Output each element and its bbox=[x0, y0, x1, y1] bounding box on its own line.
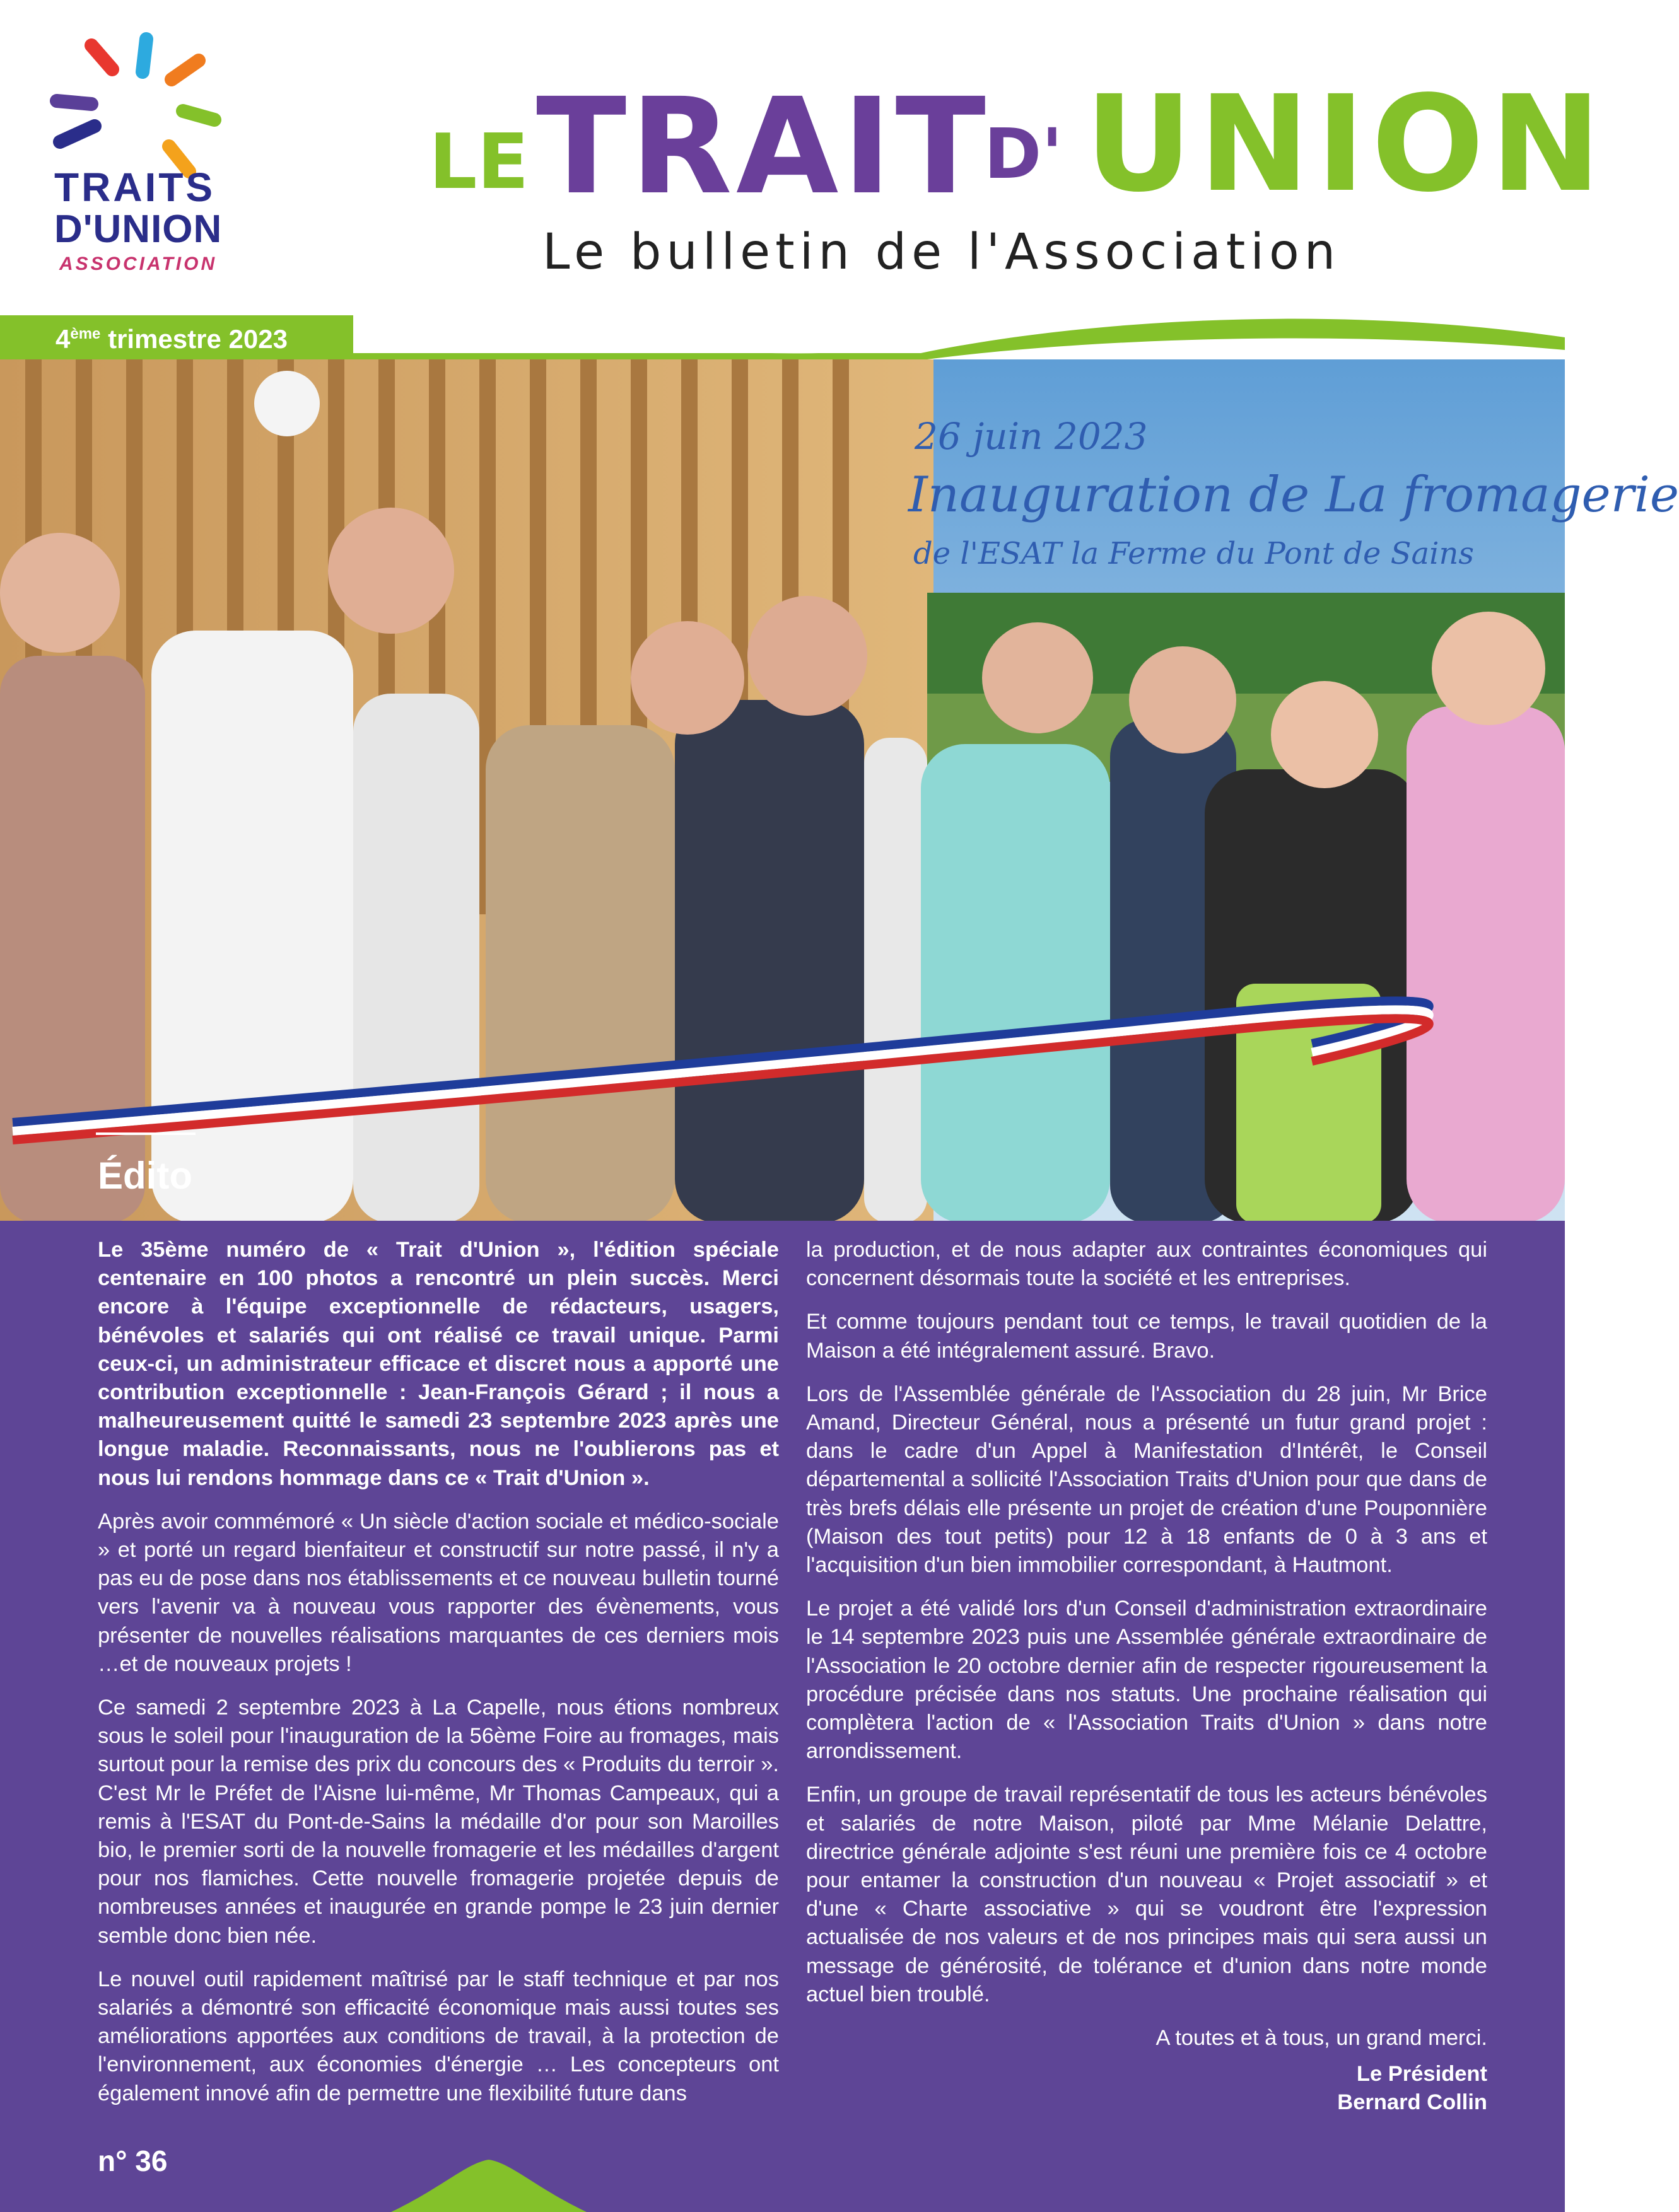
edito-paragraph: Après avoir commémoré « Un siècle d'action sociale et médico-sociale » et porté un regard bienfaiteur et constructif sur notre passé, il n'y a pas eu de pose dans nos établissements et ce nouveau bulletin tourné vers l'avenir va à nouveau vous rapporter des évènements, vous présenter de nouvelles réalisations marquantes de ces derniers mois …et de nouveaux projets ! bbox=[98, 1509, 779, 1676]
edito-paragraph: Et comme toujours pendant tout ce temps, le travail quotidien de la Maison a été intégralement assuré. Bravo. bbox=[806, 1310, 1487, 1363]
photo-caption-date: 26 juin 2023 bbox=[915, 415, 1148, 458]
photo-caption-subtitle: de l'ESAT la Ferme du Pont de Sains bbox=[913, 536, 1475, 571]
edito-paragraph: Enfin, un groupe de travail représentatif de tous les acteurs bénévoles et salariés de notre Maison, piloté par Mme Mélanie Delattre, directrice générale adjointe s'est réuni une première fois ce 4 octobre pour entamer la construction d'un nouveau « Projet associatif » et d'une « Charte associative » qui se voudront être l'expression actualisée de nos valeurs et de nos principes mais qui sera aussi un message de générosité, de tolérance et d'union dans notre monde actuel bien troublé. bbox=[806, 1783, 1487, 2006]
issue-period-superscript: ème bbox=[70, 325, 101, 342]
edito-paragraph: Lors de l'Assemblée générale de l'Association du 28 juin, Mr Brice Amand, Directeur Général, nous a présenté un futur grand projet : dans le cadre d'un Appel à Manifestation d'Intérêt, le Conseil départemental a sollicité l'Association Traits d'Union pour que dans de très brefs délais elle présente un projet de création d'une Pouponnière (Maison des tout petits) pour 12 à 18 enfants de 0 à 3 ans et l'acquisition d'un bien immobilier correspondant, à Hautmont. bbox=[806, 1382, 1487, 1578]
issue-period-label: trimestre 2023 bbox=[108, 324, 288, 354]
edito-closing: A toutes et à tous, un grand merci. bbox=[1155, 2026, 1487, 2051]
title-trait: TRAIT bbox=[536, 69, 990, 224]
edito-right-column bbox=[806, 1236, 1487, 2117]
edito-paragraph: Ce samedi 2 septembre 2023 à La Capelle, nous étions nombreux sous le soleil pour l'inauguration de la 56ème Foire au fromages, mais surtout pour la remise des prix du concours des « Produits du terroir ». C'est Mr le Préfet de l'Aisne lui-même, Mr Thomas Campeaux, qui a remis à l'ESAT du Pont-de-Sains la médaille d'or pour son Maroilles bio, le premier sorti de la nouvelle fromagerie et les médailles d'argent pour nos flamiches. Cette nouvelle fromagerie projetée depuis de nombreuses années et inaugurée en grande pompe le 23 juin dernier semble donc bien née. bbox=[98, 1696, 779, 1948]
edito-heading: Édito bbox=[98, 1155, 192, 1197]
title-le: LE bbox=[429, 119, 529, 206]
title-union: UNION bbox=[1085, 67, 1608, 221]
issue-period-number: 4 bbox=[56, 324, 71, 354]
edito-left-column bbox=[98, 1236, 779, 2123]
signature-name: Bernard Collin bbox=[1337, 2090, 1487, 2115]
title-d: D' bbox=[984, 114, 1063, 194]
photo-caption-title: Inauguration de La fromagerie bbox=[908, 467, 1679, 523]
masthead-subtitle: Le bulletin de l'Association bbox=[542, 224, 1341, 281]
logo-name-line1: TRAITS bbox=[54, 165, 216, 210]
edito-paragraph: Le projet a été validé lors d'un Conseil d'administration extraordinaire le 14 septembre 2023 puis une Assemblée générale extraordinaire de l'Association le 20 octobre dernier afin de respecter rigoureusement la procédure précisée dans nos statuts. Une prochaine réalisation qui complètera l'action de « l'Association Traits d'Union » dans notre arrondissement. bbox=[806, 1597, 1487, 1764]
edito-paragraph: Le 35ème numéro de « Trait d'Union », l'édition spéciale centenaire en 100 photos a rencontré un plein succès. Merci encore à l'équipe exceptionnelle de rédacteurs, usagers, bénévoles et salariés qui ont réalisé ce travail unique. Parmi ceux-ci, un administrateur efficace et discret nous a apporté une contribution exceptionnelle : Jean-François Gérard ; il nous a malheureusement quitté le samedi 23 septembre 2023 après une longue maladie. Reconnaissants, nous ne l'oublierons pas et nous lui rendons hommage dans ce « Trait d'Union ». bbox=[98, 1238, 779, 1490]
signature-role: Le Président bbox=[1356, 2062, 1487, 2087]
issue-number: n° 36 bbox=[98, 2145, 168, 2177]
masthead-title bbox=[429, 44, 1608, 224]
edito-paragraph: la production, et de nous adapter aux contraintes économiques qui concernent désormais toute la société et les entreprises. bbox=[806, 1238, 1487, 1291]
edito-paragraph: Le nouvel outil rapidement maîtrisé par le staff technique et par nos salariés a démontré son efficacité économique mais aussi toutes ses améliorations apportées aux conditions de travail, à la protection de l'environnement, aux économies d'énergie … Les concepteurs ont également innové afin de permettre une flexibilité future dans bbox=[98, 1967, 779, 2105]
logo-name-line2: D'UNION bbox=[54, 207, 223, 251]
association-logo bbox=[50, 32, 240, 284]
logo-name-line3: ASSOCIATION bbox=[59, 253, 218, 274]
issue-period bbox=[56, 324, 288, 354]
